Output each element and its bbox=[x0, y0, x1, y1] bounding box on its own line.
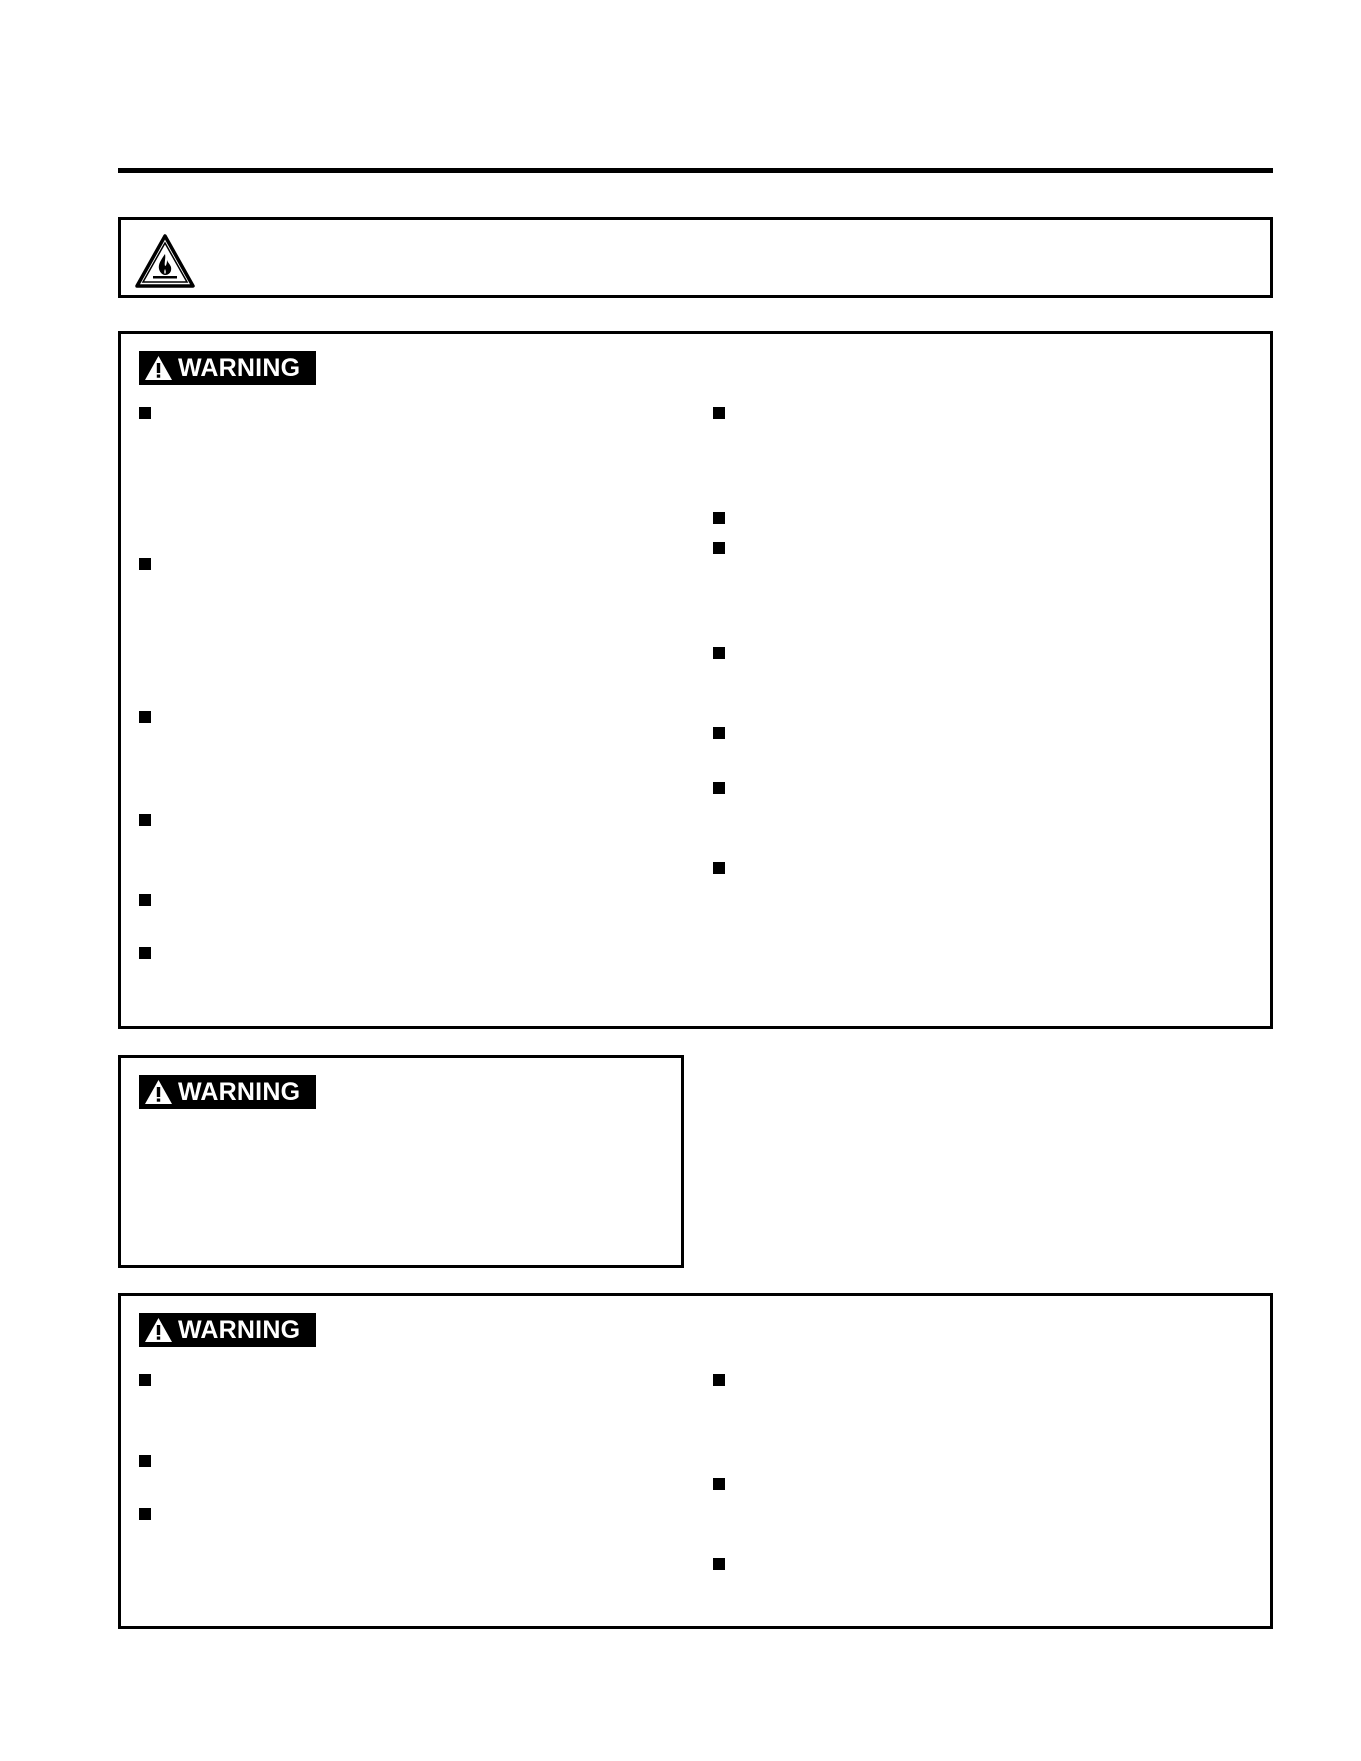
list-bullet bbox=[713, 542, 725, 554]
list-bullet bbox=[713, 407, 725, 419]
list-bullet bbox=[139, 1374, 151, 1386]
list-bullet bbox=[713, 512, 725, 524]
warning-box-2 bbox=[118, 1055, 684, 1268]
warning-triangle-icon bbox=[144, 1079, 173, 1105]
fire-hazard-notice bbox=[118, 217, 1273, 298]
list-bullet bbox=[713, 1374, 725, 1386]
list-bullet bbox=[713, 1478, 725, 1490]
list-bullet bbox=[139, 894, 151, 906]
warning-badge bbox=[139, 1075, 316, 1109]
list-bullet bbox=[139, 558, 151, 570]
warning-label: WARNING bbox=[178, 1077, 301, 1106]
list-bullet bbox=[139, 711, 151, 723]
list-bullet bbox=[713, 862, 725, 874]
warning-triangle-icon bbox=[144, 355, 173, 381]
warning-box-3 bbox=[118, 1293, 1273, 1629]
fire-hazard-icon bbox=[134, 233, 196, 289]
warning-box-1 bbox=[118, 331, 1273, 1029]
warning-label: WARNING bbox=[178, 1315, 301, 1344]
list-bullet bbox=[139, 814, 151, 826]
list-bullet bbox=[713, 647, 725, 659]
list-bullet bbox=[713, 1558, 725, 1570]
header-rule bbox=[118, 168, 1273, 173]
list-bullet bbox=[713, 782, 725, 794]
list-bullet bbox=[139, 1508, 151, 1520]
list-bullet bbox=[139, 407, 151, 419]
warning-label: WARNING bbox=[178, 353, 301, 382]
warning-badge bbox=[139, 351, 316, 385]
warning-badge bbox=[139, 1313, 316, 1347]
list-bullet bbox=[713, 727, 725, 739]
list-bullet bbox=[139, 1455, 151, 1467]
warning-triangle-icon bbox=[144, 1317, 173, 1343]
list-bullet bbox=[139, 947, 151, 959]
